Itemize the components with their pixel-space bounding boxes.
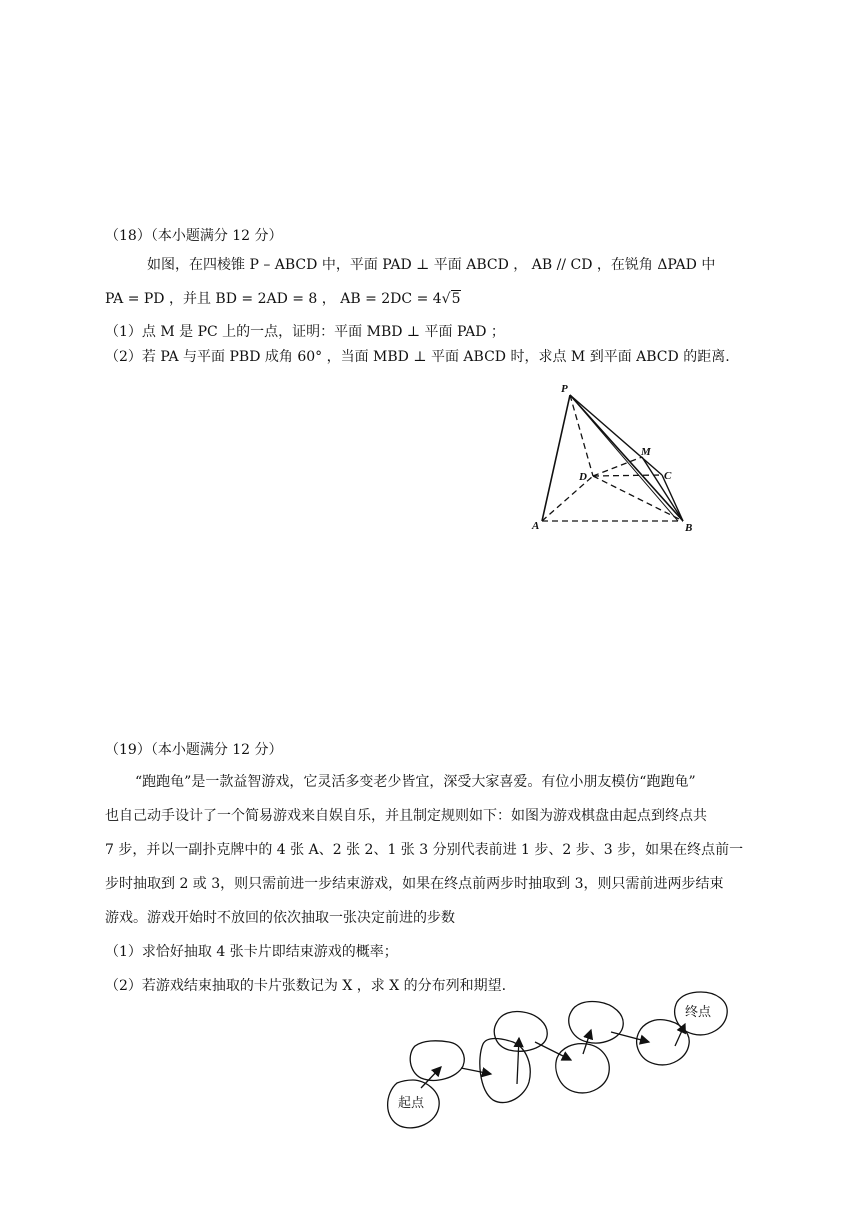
sqrt-radicand: 5 (451, 291, 461, 307)
board-cell-4 (556, 1044, 609, 1093)
q19-para-line-1: “跑跑龟”是一款益智游戏，它灵活多变老少皆宜，深受大家喜爱。有位小朋友模仿“跑跑龟” (135, 774, 696, 790)
game-board-figure (375, 988, 755, 1138)
q18-header: （18）（本小题满分 12 分） (105, 228, 283, 244)
board-start-label: 起点 (398, 1096, 425, 1111)
board-end-label: 终点 (685, 1005, 712, 1020)
label-B: B (685, 522, 693, 534)
q18-part-1: （1）点 M 是 PC 上的一点，证明：平面 MBD ⊥ 平面 PAD ； (105, 324, 505, 340)
q19-para-line-3: 7 步，并以一副扑克牌中的 4 张 A、2 张 2、1 张 3 分别代表前进 1 步、2 步、3 步，如果在终点前一 (105, 842, 744, 858)
q19-para-line-4: 步时抽取到 2 或 3，则只需前进一步结束游戏，如果在终点前两步时抽取到 3，则只需前进两步结束 (105, 876, 724, 892)
edge-MB (642, 457, 683, 521)
board-cell-1 (410, 1041, 464, 1081)
q19-para-line-5: 游戏。游戏开始时不放回的依次抽取一张决定前进的步数 (105, 910, 455, 926)
q19-part-2: （2）若游戏结束抽取的卡片张数记为 X ，求 X 的分布列和期望. (105, 978, 507, 994)
q18-statement-line-1: 如图，在四棱锥 P – ABCD 中，平面 PAD ⊥ 平面 ABCD ， AB // CD ，在锐角 ΔPAD 中 (147, 257, 716, 273)
label-A: A (532, 520, 540, 532)
edge-DB (593, 476, 683, 521)
board-cell-6 (637, 1020, 690, 1065)
edge-PB-inner (570, 395, 678, 521)
edge-DC (593, 475, 662, 476)
arrow-start-to-1 (421, 1067, 441, 1088)
board-cell-5 (569, 1001, 624, 1043)
edge-PA (542, 395, 570, 521)
arrow-3-to-4 (535, 1042, 571, 1060)
arrow-6-to-end (675, 1024, 685, 1046)
pyramid-figure (525, 380, 705, 540)
arrow-1-to-2 (461, 1068, 491, 1074)
edge-PB (570, 395, 683, 521)
label-C: C (664, 470, 672, 482)
q18-statement-line-2 (105, 289, 762, 309)
q18-part-2: （2）若 PA 与平面 PBD 成角 60° ，当面 MBD ⊥ 平面 ABCD 时，求点 M 到平面 ABCD 的距离. (105, 349, 730, 365)
q19-para-line-2: 也自己动手设计了一个简易游戏来自娱自乐，并且制定规则如下：如图为游戏棋盘由起点到终点共 (105, 808, 707, 824)
edge-PC (570, 395, 662, 475)
q19-header: （19）（本小题满分 12 分） (105, 742, 283, 758)
label-M: M (641, 446, 651, 458)
q19-part-1: （1）求恰好抽取 4 张卡片即结束游戏的概率； (105, 944, 398, 960)
label-P: P (561, 383, 568, 395)
label-D: D (579, 471, 587, 483)
board-cell-3 (494, 1011, 547, 1051)
q18-statement-line-2-text: PA = PD ，并且 BD = 2AD = 8 ， AB = 2DC = 4√ (105, 291, 451, 307)
